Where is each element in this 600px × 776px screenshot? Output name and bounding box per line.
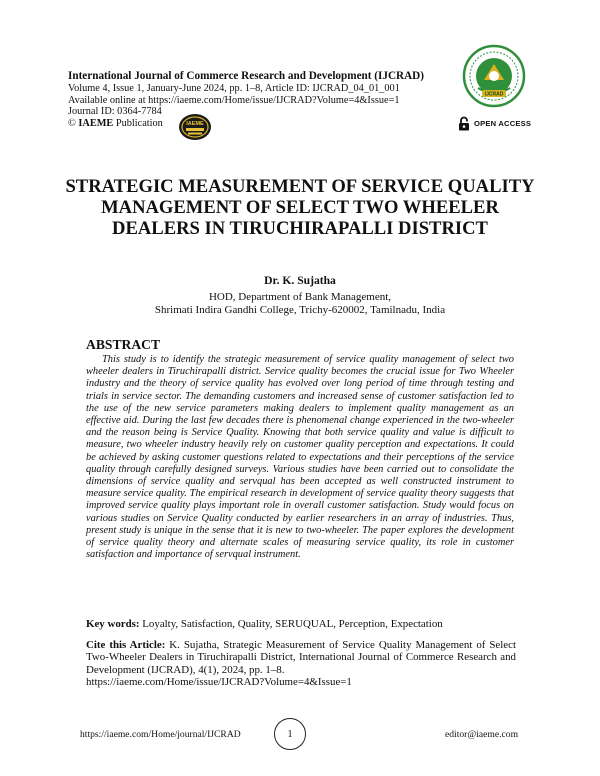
author-name: Dr. K. Sujatha [264,274,336,287]
footer-email-link[interactable]: editor@iaeme.com [445,729,519,740]
journal-id: Journal ID: 0364-7784 [68,106,162,118]
journal-title: International Journal of Commerce Research and Development (IJCRAD) [68,70,424,82]
citation-label: Cite this Article: [86,639,166,651]
keywords [86,618,516,630]
footer-journal-link[interactable]: https://iaeme.com/Home/journal/IJCRAD [80,729,241,740]
journal-header [68,70,458,129]
paper-title: STRATEGIC MEASUREMENT OF SERVICE QUALITY MANAGEMENT OF SELECT TWO WHEELER DEALERS IN TIRUCHIRAPALLI DISTRICT [65,176,535,239]
affiliation-line-2: Shrimati Indira Gandhi College, Trichy-620002, Tamilnadu, India [154,304,446,317]
keywords-label: Key words: [86,618,140,630]
keywords-list: Loyalty, Satisfaction, Quality, SERUQUAL, Perception, Expectation [139,618,443,630]
open-access-label: OPEN ACCESS [474,119,532,128]
seal-label: IJCRAD [484,91,504,98]
padlock-icon [458,116,470,131]
citation-text: K. Sujatha, Strategic Measurement of Service Quality Management of Select Two-Wheeler Dealers in Tiruchirapalli District, International Journal of Commerce Research and Development (IJCRAD), 4(1), 2024, pp. 1–8. [86,639,516,676]
iaeme-logo-text: IAEME [186,121,204,127]
author-affiliation [60,291,540,318]
citation [86,639,516,689]
page-number: 1 [274,718,306,750]
publisher-line [68,118,458,130]
citation-body [86,639,516,676]
affiliation-line-1: HOD, Department of Bank Management, [208,291,392,303]
publisher-name: IAEME [78,117,114,129]
available-online[interactable]: Available online at https://iaeme.com/Home/issue/IJCRAD?Volume=4&Issue=1 [68,94,400,106]
volume-info: Volume 4, Issue 1, January-June 2024, pp. 1–8, Article ID: IJCRAD_04_01_001 [68,83,400,94]
abstract-heading: ABSTRACT [86,337,161,352]
open-access-badge [458,116,531,131]
iaeme-logo-icon [178,113,212,141]
publisher-suffix: Publication [113,117,163,129]
citation-url[interactable]: https://iaeme.com/Home/issue/IJCRAD?Volume=4&Issue=1 [86,676,352,689]
copyright-symbol: © [68,117,79,129]
abstract-text: This study is to identify the strategic measurement of service quality management of select two wheeler dealers in Tiruchirapalli district. Service quality becomes the crucial issue for Two Wheeler industry and the theory of service quality has evolved over long period of time through testing and trials in service sector. The demanding customers and increased sense of customer satisfaction led to the use of the new service parameters making dealers to implement quality management as an effective aid. During the last few decades there is phenomenal change experienced in the two-wheeler and the reason being is Service Quality. Knowing that both service quality and value is difficult to measure, two wheeler industry heavily rely on customer quality perception and expectations. It could be achieved by asking customer questions related to expectations and their perceptions of the service quality through carefully designed surveys. Various studies have been carried out to consolidate the dimensions of service quality and servqual has been accepted as well constructed instrument to measure service quality. The empirical research in development of service quality theory suggests that improved service quality plays important role in overall customer satisfaction. Study would focus on various studies on Service Quality conducted by earlier researchers in an array of industries. Thus, present study is unique in the sense that it is new to two-wheeler. The paper explores the development of service quality theory and alternate scales of measuring service quality, its role in customer satisfaction and importance of servqual instrument. [86,354,514,561]
journal-seal-icon [462,44,526,108]
